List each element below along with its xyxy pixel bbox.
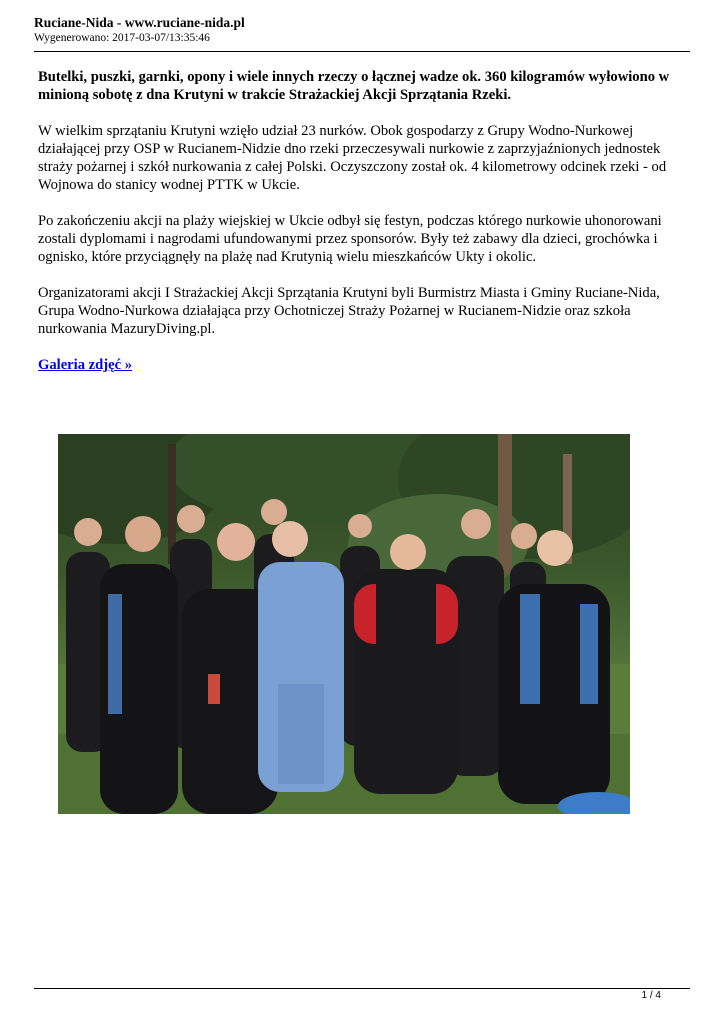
article-photo (58, 434, 630, 814)
article-paragraph: W wielkim sprzątaniu Krutyni wzięło udział 23 nurków. Obok gospodarzy z Grupy Wodno-Nurkowej działającej przy OSP w Rucianem-Nidzie dno rzeki przeczesywali nurkowie z zaprzyjaźnionych jednostek straży pożarnej i szkół nurkowania z całej Polski. Oczyszczony został ok. 4 kilometrowy odcinek rzeki - od Wojnowa do stanicy wodnej PTTK w Ukcie. (38, 123, 667, 193)
generated-timestamp: Wygenerowano: 2017-03-07/13:35:46 (34, 32, 210, 44)
article-headline: Butelki, puszki, garnki, opony i wiele innych rzeczy o łącznej wadze ok. 360 kilogramów wyłowiono w minioną sobotę z dna Krutyni w trakcie Strażackiej Akcji Sprzątania Rzeki. (38, 69, 670, 103)
article-paragraph: Organizatorami akcji I Strażackiej Akcji Sprzątania Krutyni byli Burmistrz Miasta i Gminy Ruciane-Nida, Grupa Wodno-Nurkowa działająca przy Ochotniczej Straży Pożarnej w Rucianem-Nidzie oraz szkoła nurkowania MazuryDiving.pl. (38, 285, 660, 337)
gallery-link[interactable]: Galeria zdjęć » (38, 357, 133, 373)
page-header (34, 14, 245, 46)
footer-divider (34, 988, 690, 989)
site-title: Ruciane-Nida - www.ruciane-nida.pl (34, 15, 245, 30)
article-paragraph: Po zakończeniu akcji na plaży wiejskiej w Ukcie odbył się festyn, podczas którego nurkowie uhonorowani zostali dyplomami i nagrodami ufundowanymi przez sponsorów. Były też zabawy dla dzieci, grochówka i ognisko, które przyciągnęły na plażę nad Krutynią wielu mieszkańców Ukty i okolic. (38, 213, 662, 265)
divers-group-photo (58, 434, 630, 814)
page-number: 1 / 4 (641, 990, 661, 1001)
header-divider (34, 51, 690, 52)
article (38, 68, 678, 392)
